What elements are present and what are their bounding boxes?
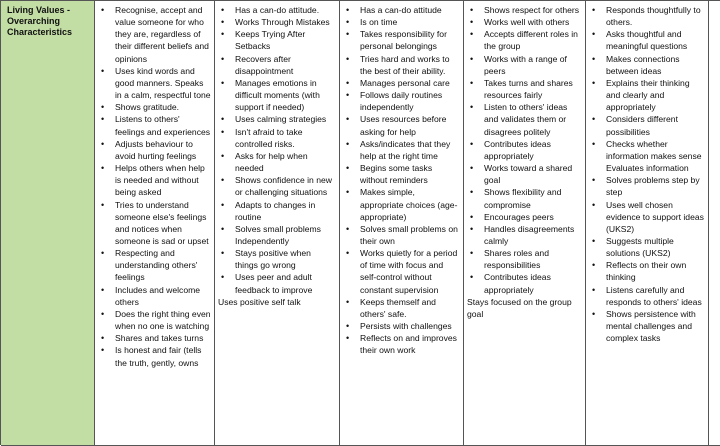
column-3 bbox=[340, 1, 464, 446]
column-2 bbox=[215, 1, 340, 446]
list-item: • Checks whether information makes sense Evaluates information bbox=[586, 138, 708, 174]
list-item: • Shows flexibility and compromise bbox=[464, 186, 585, 210]
list-item: • Shows gratitude. bbox=[95, 101, 214, 113]
list-item: • Recognise, accept and value someone for who they are, regardless of their different beliefs and opinions bbox=[95, 4, 214, 65]
list-item: • Responds thoughtfully to others. bbox=[586, 4, 708, 28]
list-item: • Shares and takes turns bbox=[95, 332, 214, 344]
header-cell bbox=[1, 1, 95, 446]
list-item: • Does the right thing even when no one is watching bbox=[95, 308, 214, 332]
list-item: • Uses kind words and good manners. Speaks in a calm, respectful tone bbox=[95, 65, 214, 101]
list-item: • Solves small problems on their own bbox=[340, 223, 463, 247]
list-item: • Contributes ideas appropriately bbox=[464, 271, 585, 295]
column-2-list bbox=[215, 4, 339, 296]
list-item: • Uses calming strategies bbox=[215, 113, 339, 125]
list-item: • Adjusts behaviour to avoid hurting feelings bbox=[95, 138, 214, 162]
list-item: • Solves small problems Independently bbox=[215, 223, 339, 247]
list-item: • Manages emotions in difficult moments (with support if needed) bbox=[215, 77, 339, 113]
list-item: • Stays positive when things go wrong bbox=[215, 247, 339, 271]
list-item: • Encourages peers bbox=[464, 211, 585, 223]
column-footer-text: Stays focused on the group goal bbox=[467, 296, 572, 319]
list-item: • Makes connections between ideas bbox=[586, 53, 708, 77]
list-item: • Shares roles and responsibilities bbox=[464, 247, 585, 271]
list-item: • Takes responsibility for personal belongings bbox=[340, 28, 463, 52]
header-title: Living Values - Overarching Characteristics bbox=[7, 5, 73, 37]
list-item: • Reflects on and improves their own work bbox=[340, 332, 463, 356]
list-item: • Adapts to changes in routine bbox=[215, 199, 339, 223]
list-item: • Works well with others bbox=[464, 16, 585, 28]
column-4-list bbox=[464, 4, 585, 296]
list-item: • Works toward a shared goal bbox=[464, 162, 585, 186]
list-item: • Respecting and understanding others' feelings bbox=[95, 247, 214, 283]
list-item: • Shows confidence in new or challenging situations bbox=[215, 174, 339, 198]
list-item: • Shows respect for others bbox=[464, 4, 585, 16]
list-item: • Persists with challenges bbox=[340, 320, 463, 332]
column-4 bbox=[464, 1, 586, 446]
list-item: • Uses resources before asking for help bbox=[340, 113, 463, 137]
list-item: • Contributes ideas appropriately bbox=[464, 138, 585, 162]
list-item: • Uses peer and adult feedback to improve bbox=[215, 271, 339, 295]
list-item: • Has a can-do attitude. bbox=[215, 4, 339, 16]
column-1 bbox=[95, 1, 215, 446]
list-item: • Listen to others' ideas and validates them or disagrees politely bbox=[464, 101, 585, 137]
list-item: • Explains their thinking and clearly and appropriately bbox=[586, 77, 708, 113]
list-item: • Works Through Mistakes bbox=[215, 16, 339, 28]
column-6-empty bbox=[709, 1, 720, 446]
list-item: • Shows persistence with mental challenges and complex tasks bbox=[586, 308, 708, 344]
list-item: • Takes turns and shares resources fairly bbox=[464, 77, 585, 101]
list-item: • Begins some tasks without reminders bbox=[340, 162, 463, 186]
list-item: • Helps others when help is needed and without being asked bbox=[95, 162, 214, 198]
list-item: • Listens to others' feelings and experiences bbox=[95, 113, 214, 137]
column-5-list bbox=[586, 4, 708, 344]
list-item: • Considers different possibilities bbox=[586, 113, 708, 137]
list-item: • Recovers after disappointment bbox=[215, 53, 339, 77]
list-item: • Handles disagreements calmly bbox=[464, 223, 585, 247]
list-item: • Is on time bbox=[340, 16, 463, 28]
list-item: • Works with a range of peers bbox=[464, 53, 585, 77]
list-item: • Manages personal care bbox=[340, 77, 463, 89]
list-item: • Makes simple, appropriate choices (age-appropriate) bbox=[340, 186, 463, 222]
list-item: • Has a can-do attitude bbox=[340, 4, 463, 16]
list-item: • Accepts different roles in the group bbox=[464, 28, 585, 52]
list-item: • Tries hard and works to the best of their ability. bbox=[340, 53, 463, 77]
column-1-list bbox=[95, 4, 214, 369]
column-5 bbox=[586, 1, 709, 446]
list-item: • Asks/indicates that they help at the right time bbox=[340, 138, 463, 162]
list-item: • Tries to understand someone else's feelings and notices when someone is sad or upset bbox=[95, 199, 214, 248]
list-item: • Includes and welcome others bbox=[95, 284, 214, 308]
column-footer-text: Uses positive self talk bbox=[218, 296, 301, 307]
list-item: • Listens carefully and responds to others' ideas bbox=[586, 284, 708, 308]
list-item: • Follows daily routines independently bbox=[340, 89, 463, 113]
column-3-list bbox=[340, 4, 463, 357]
list-item: • Asks thoughtful and meaningful questions bbox=[586, 28, 708, 52]
list-item: • Solves problems step by step bbox=[586, 174, 708, 198]
list-item: • Works quietly for a period of time with focus and self-control without constant supervision bbox=[340, 247, 463, 296]
list-item: • Reflects on their own thinking bbox=[586, 259, 708, 283]
list-item: • Is honest and fair (tells the truth, gently, owns bbox=[95, 344, 214, 368]
list-item: • Isn't afraid to take controlled risks. bbox=[215, 126, 339, 150]
list-item: • Uses well chosen evidence to support ideas (UKS2) bbox=[586, 199, 708, 235]
list-item: • Suggests multiple solutions (UKS2) bbox=[586, 235, 708, 259]
list-item: • Keeps themself and others' safe. bbox=[340, 296, 463, 320]
list-item: • Keeps Trying After Setbacks bbox=[215, 28, 339, 52]
list-item: • Asks for help when needed bbox=[215, 150, 339, 174]
